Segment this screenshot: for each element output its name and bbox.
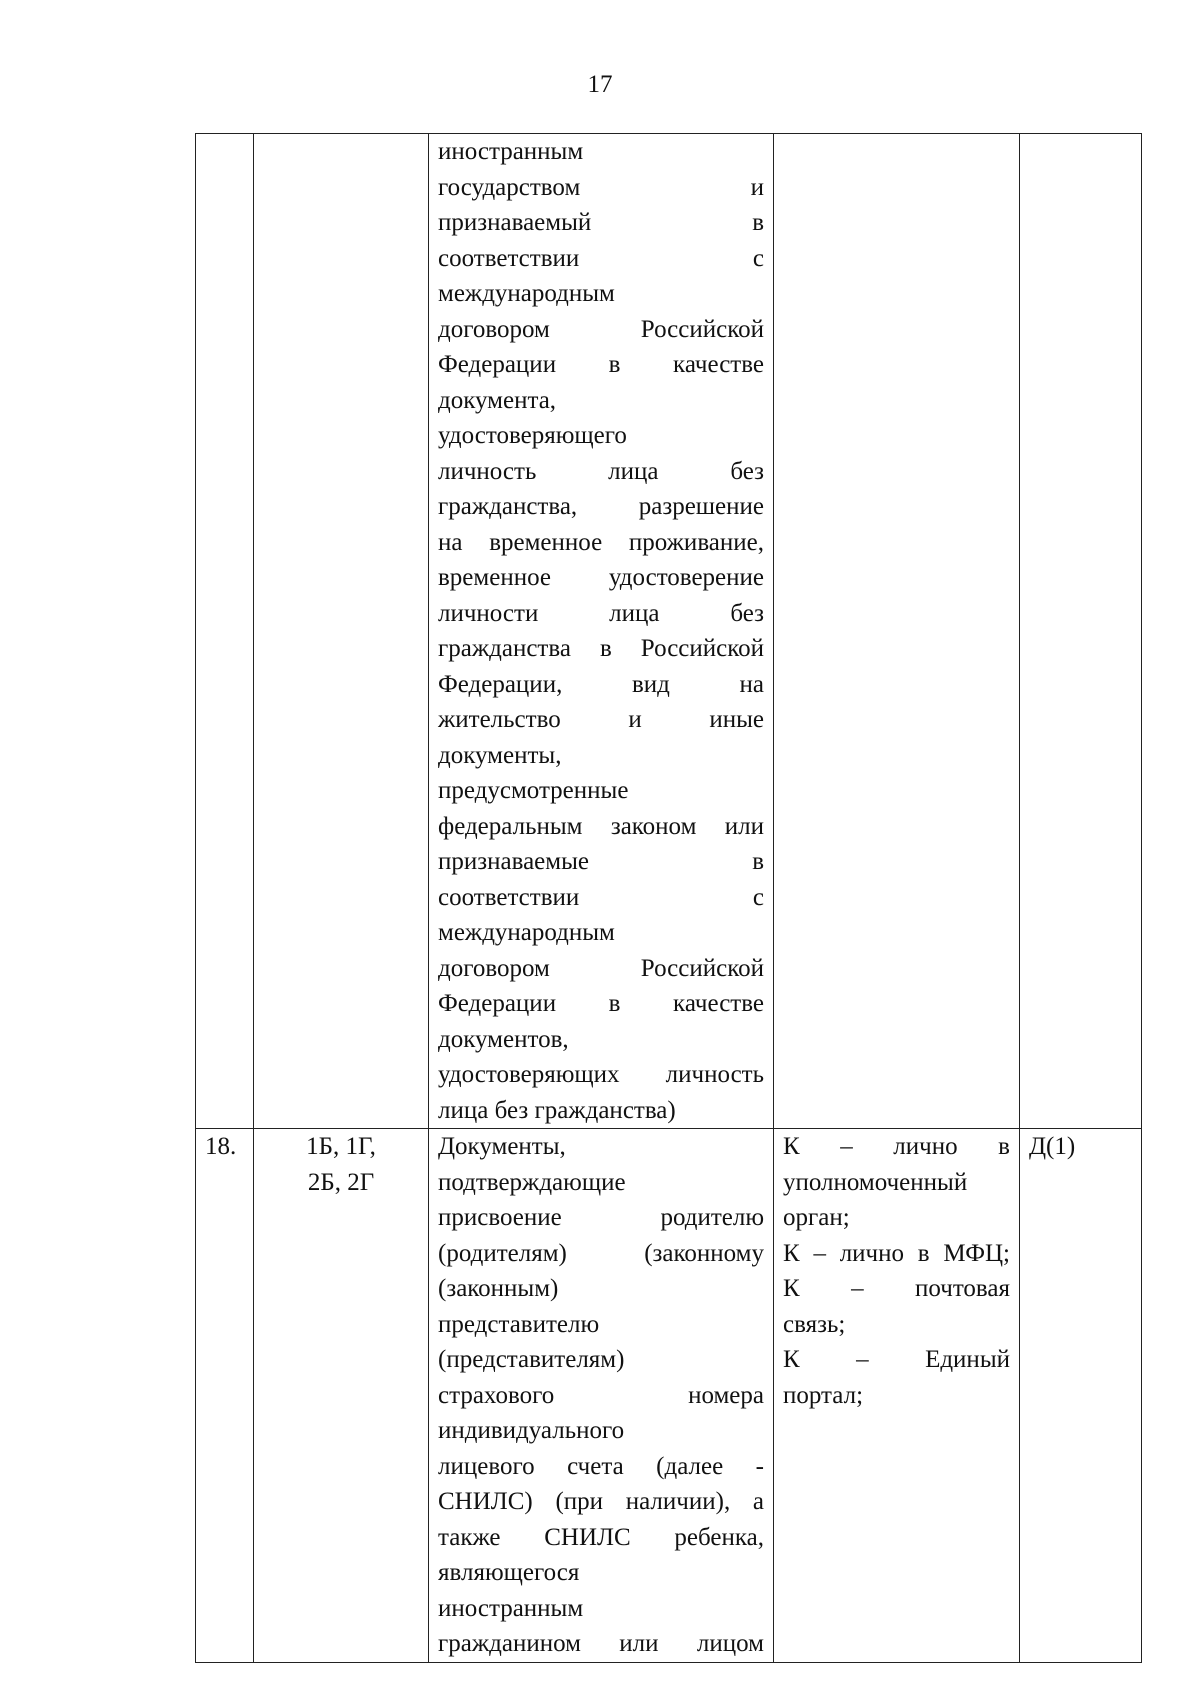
text-line: договором Российской bbox=[438, 315, 764, 343]
text-line: СНИЛС) (при наличии), а bbox=[438, 1488, 764, 1515]
row-number-cell bbox=[196, 134, 254, 1129]
text-line: (представителям) bbox=[438, 1346, 625, 1373]
document-type-cell: Д(1) bbox=[1020, 1129, 1142, 1663]
text-line: личности лица без bbox=[438, 599, 764, 627]
text-line: иностранным bbox=[438, 138, 584, 165]
text-line: гражданства в Российской bbox=[438, 635, 764, 662]
categories-cell bbox=[254, 134, 429, 1129]
text-line: жительство и иные bbox=[438, 706, 764, 733]
text-line: Документы, bbox=[438, 1133, 566, 1160]
text-line: гражданином или лицом bbox=[438, 1630, 764, 1657]
text-line: соответствии с bbox=[438, 883, 764, 911]
text-line: документов, bbox=[438, 1025, 569, 1053]
table-row bbox=[196, 1129, 1142, 1663]
text-line: признаваемый в bbox=[438, 209, 764, 236]
text-line: (родителям) (законному bbox=[438, 1239, 764, 1267]
text-line: соответствии с bbox=[438, 244, 764, 272]
text-line: гражданства, разрешение bbox=[438, 493, 764, 520]
text-line: портал; bbox=[783, 1381, 864, 1409]
text-line: страхового номера bbox=[438, 1381, 764, 1409]
text-line: 1Б, 1Г, bbox=[306, 1133, 376, 1160]
documents-table bbox=[195, 133, 1142, 1663]
text-line: К – Единый bbox=[783, 1346, 1010, 1373]
text-line: международным bbox=[438, 280, 615, 307]
text-line: федеральным законом или bbox=[438, 812, 764, 840]
document-type-cell bbox=[1020, 134, 1142, 1129]
text-line: удостоверяющих личность bbox=[438, 1061, 764, 1088]
categories-cell bbox=[254, 1129, 429, 1663]
text-line: орган; bbox=[783, 1204, 850, 1231]
text-line: на временное проживание, bbox=[438, 528, 764, 556]
text-line: представителю bbox=[438, 1310, 600, 1338]
text-line: Федерации, вид на bbox=[438, 670, 764, 698]
text-line: 2Б, 2Г bbox=[307, 1168, 375, 1196]
text-line: (законным) bbox=[438, 1275, 559, 1302]
text-line: также СНИЛС ребенка, bbox=[438, 1523, 764, 1551]
text-line: удостоверяющего bbox=[438, 422, 627, 449]
text-line: признаваемые в bbox=[438, 848, 764, 875]
table-row bbox=[196, 134, 1142, 1129]
text-line: временное удостоверение bbox=[438, 564, 764, 591]
text-line: Федерации в качестве bbox=[438, 351, 764, 378]
text-line: К – почтовая bbox=[783, 1275, 1010, 1302]
row-number-cell: 18. bbox=[196, 1129, 254, 1663]
text-line: предусмотренные bbox=[438, 777, 629, 804]
submission-method-cell bbox=[774, 134, 1020, 1129]
text-line: личность лица без bbox=[438, 457, 764, 485]
text-line: индивидуального bbox=[438, 1417, 625, 1444]
text-line: документа, bbox=[438, 386, 557, 414]
text-line: являющегося bbox=[438, 1559, 580, 1586]
text-line: документы, bbox=[438, 741, 562, 769]
text-line: подтверждающие bbox=[438, 1168, 626, 1196]
text-line: международным bbox=[438, 919, 615, 946]
text-line: связь; bbox=[783, 1310, 846, 1338]
page-number: 17 bbox=[587, 71, 613, 98]
text-line: К – лично в bbox=[783, 1133, 1010, 1160]
text-line: уполномоченный bbox=[783, 1168, 968, 1196]
text-line: договором Российской bbox=[438, 954, 764, 982]
text-line: К – лично в МФЦ; bbox=[783, 1239, 1010, 1267]
text-line: государством и bbox=[438, 173, 764, 201]
document-description-cell bbox=[429, 1129, 774, 1663]
submission-method-cell bbox=[774, 1129, 1020, 1663]
text-line: Федерации в качестве bbox=[438, 990, 764, 1017]
text-line: лицевого счета (далее - bbox=[438, 1452, 764, 1480]
text-line: лица без гражданства) bbox=[438, 1096, 676, 1124]
document-description-cell bbox=[429, 134, 774, 1129]
text-line: иностранным bbox=[438, 1594, 584, 1622]
text-line: присвоение родителю bbox=[438, 1204, 764, 1231]
